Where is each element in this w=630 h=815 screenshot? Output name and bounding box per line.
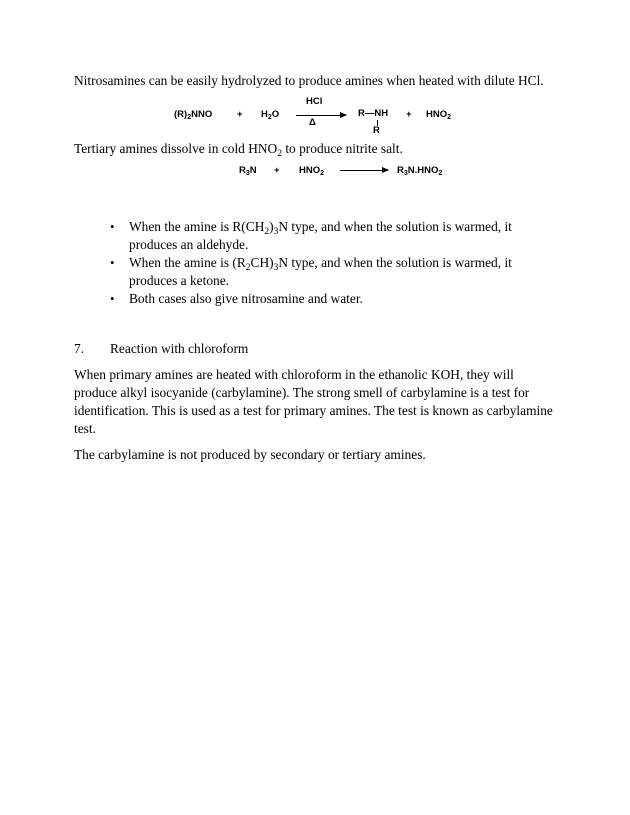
eq1-arrow xyxy=(296,115,346,116)
eq1-product1: R—NH xyxy=(358,108,389,119)
eq2-reactant2: $HNO_2$ xyxy=(299,165,325,177)
eq1-arrow-bottom-label: Δ xyxy=(309,117,316,128)
hydrolysis-equation xyxy=(74,92,556,140)
eq1-plus1: + xyxy=(237,109,243,120)
tertiary-paragraph: Tertiary amines dissolve in cold $HNO_2$ to produce nitrite salt. xyxy=(74,141,403,159)
final-paragraph: The carbylamine is not produced by secondary or tertiary amines. xyxy=(74,447,426,462)
section-number: 7. xyxy=(74,341,85,356)
nitrite-salt-equation xyxy=(74,160,556,180)
section-heading xyxy=(74,340,556,358)
chloroform-paragraph: When primary amines are heated with chloroform in the ethanolic KOH, they will produce alkyl isocyanide (carbylamine). The strong smell of carbylamine is a test for identification. This is used as a test for primary amines. The test is known as carbylamine test. xyxy=(74,367,553,436)
eq2-plus: + xyxy=(274,165,280,176)
eq1-arrow-top-label: HCl xyxy=(306,96,323,107)
eq1-reactant2: $H_2O$ xyxy=(261,109,280,121)
eq1-reactant1: $(R)_2NNO$ xyxy=(174,109,213,121)
list-item: • When the amine is $(R_2CH)_3N$ type, and when the solution is warmed, it produces a ketone. xyxy=(129,254,556,290)
eq2-arrow xyxy=(340,170,388,171)
eq1-product2: $HNO_2$ xyxy=(426,109,452,121)
section-title: Reaction with chloroform xyxy=(110,341,249,356)
eq1-product1-branch: R xyxy=(373,125,380,136)
eq2-reactant1: $R_3N$ xyxy=(239,165,257,177)
bullet-list xyxy=(74,218,556,308)
document-page xyxy=(74,72,556,464)
intro-paragraph: Nitrosamines can be easily hydrolyzed to produce amines when heated with dilute HCl. xyxy=(74,73,544,88)
list-item: • When the amine is $R(CH_2)_3N$ type, and when the solution is warmed, it produces an aldehyde. xyxy=(129,218,556,254)
eq2-product: $R_3N.HNO_2$ xyxy=(397,165,443,177)
eq1-plus2: + xyxy=(406,109,412,120)
list-item: • Both cases also give nitrosamine and water. xyxy=(129,290,556,308)
